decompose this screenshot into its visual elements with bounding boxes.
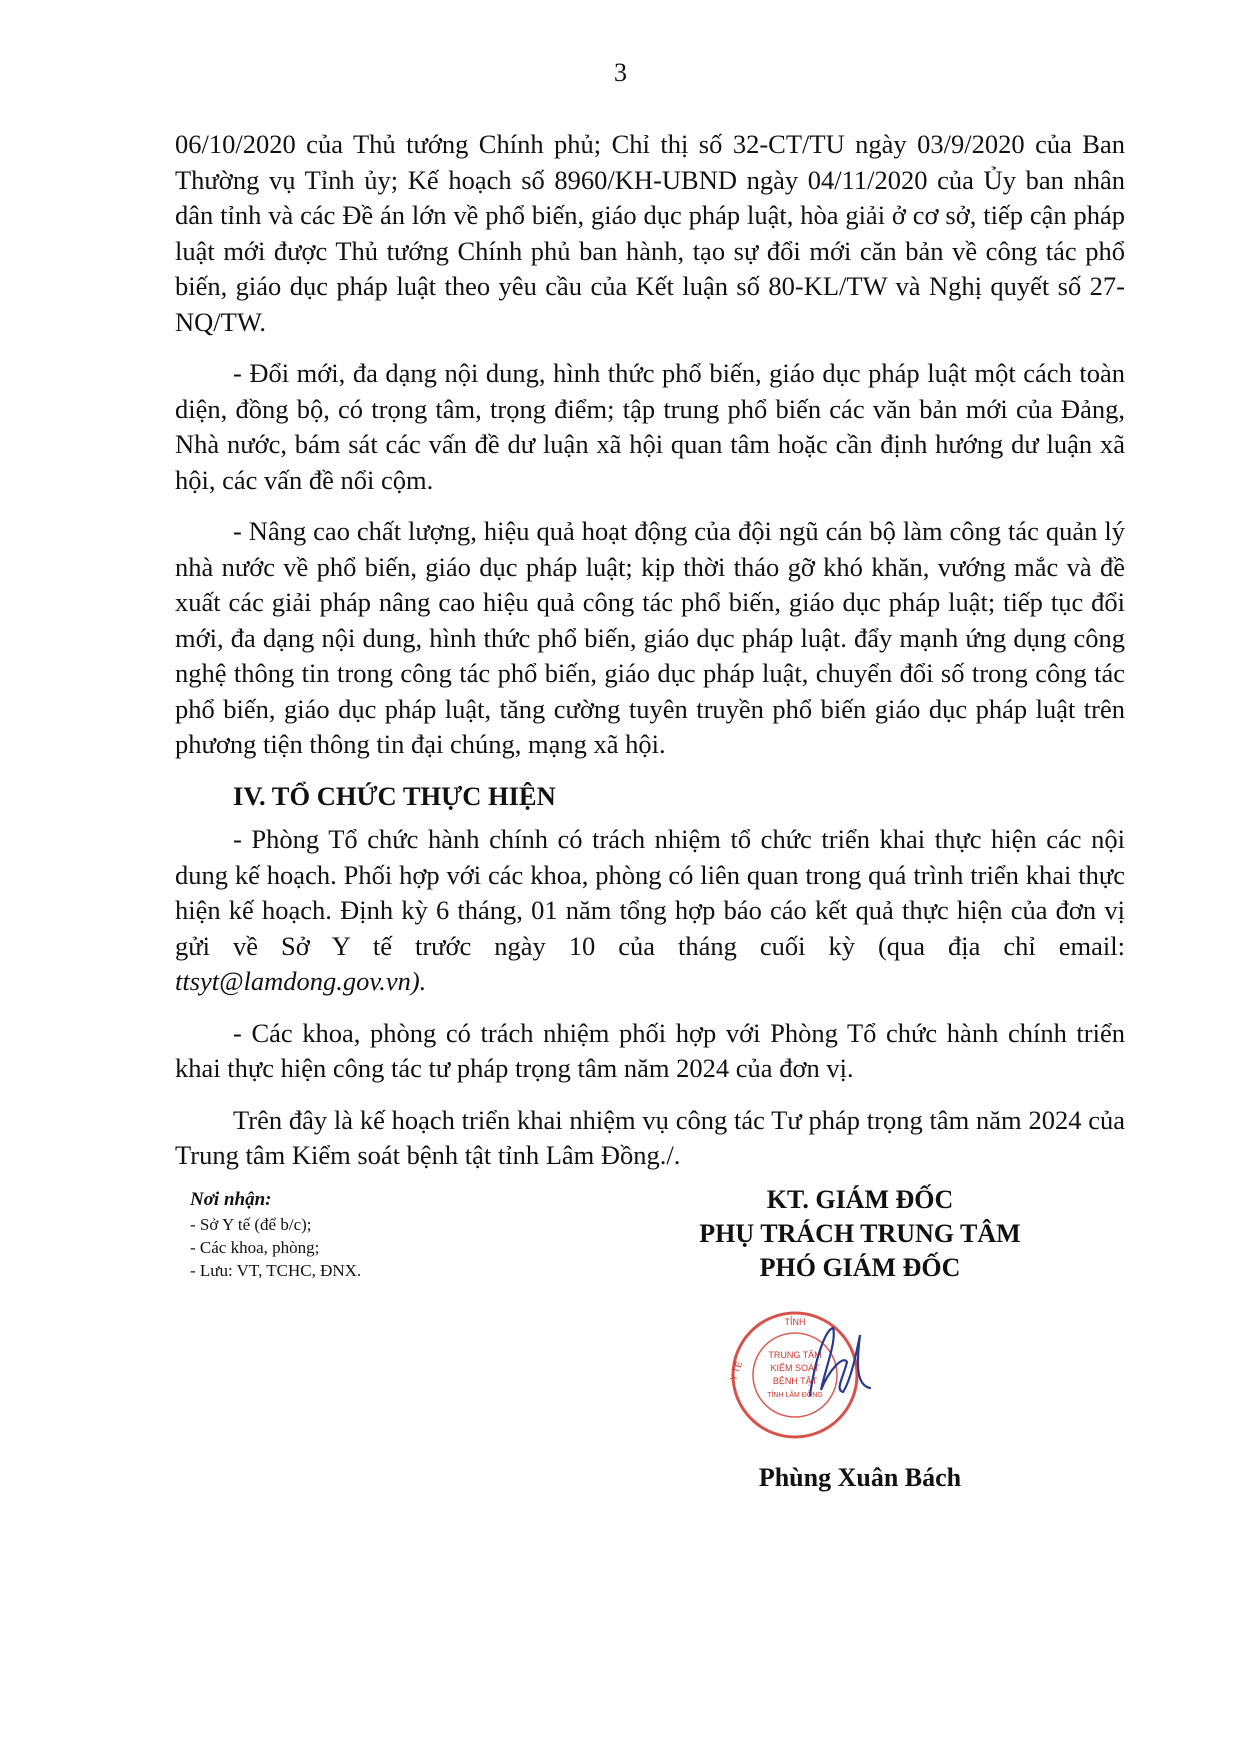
page-number: 3 xyxy=(614,58,627,87)
svg-text:TỈNH LÂM ĐỒNG: TỈNH LÂM ĐỒNG xyxy=(767,1392,823,1399)
svg-text:BỆNH TẬT: BỆNH TẬT xyxy=(772,1376,818,1386)
svg-text:Y TẾ: Y TẾ xyxy=(728,1360,745,1382)
signature-title-3: PHÓ GIÁM ĐỐC xyxy=(759,1253,961,1282)
paragraph-departments: - Các khoa, phòng có trách nhiệm phối hợp với Phòng Tổ chức hành chính triển khai thực hiện công tác tư pháp trọng tâm năm 2024 của đơn vị. xyxy=(175,1017,1125,1083)
svg-text:TỈNH: TỈNH xyxy=(784,1317,806,1327)
paragraph-innovation: - Đổi mới, đa dạng nội dung, hình thức phổ biến, giáo dục pháp luật một cách toàn diện, đồng bộ, có trọng tâm, trọng điểm; tập trung phổ biến các văn bản mới của Đảng, Nhà nước, bám sát các vấn đề dư luận xã hội quan tâm hoặc cần định hướng dư luận xã hội, các vấn đề nổi cộm. xyxy=(175,358,1125,495)
signature-block xyxy=(660,1183,1060,1285)
paragraph-legal-basis: 06/10/2020 của Thủ tướng Chính phủ; Chỉ thị số 32-CT/TU ngày 03/9/2020 của Ban Thường vụ Tỉnh ủy; Kế hoạch số 8960/KH-UBND ngày 04/11/2020 của Ủy ban nhân dân tỉnh và các Đề án lớn về phổ biến, giáo dục pháp luật, hòa giải ở cơ sở, tiếp cận pháp luật mới được Thủ tướng Chính phủ ban hành, tạo sự đổi mới căn bản về công tác phổ biến, giáo dục pháp luật theo yêu cầu của Kết luận số 80-KL/TW và Nghị quyết số 27-NQ/TW. xyxy=(175,129,1125,337)
recipient-item: - Các khoa, phòng; xyxy=(190,1238,320,1257)
paragraph-closing: Trên đây là kế hoạch triển khai nhiệm vụ công tác Tư pháp trọng tâm năm 2024 của Trung tâm Kiểm soát bệnh tật tỉnh Lâm Đồng./. xyxy=(175,1104,1125,1170)
handwritten-signature xyxy=(810,1328,870,1395)
signature-title-2: PHỤ TRÁCH TRUNG TÂM xyxy=(699,1219,1021,1248)
recipients-title: Nơi nhận: xyxy=(190,1189,272,1210)
svg-text:TRUNG TÂM: TRUNG TÂM xyxy=(768,1350,822,1360)
signer-name: Phùng Xuân Bách xyxy=(758,1463,962,1492)
recipients-block xyxy=(190,1188,361,1282)
paragraph-quality: - Nâng cao chất lượng, hiệu quả hoạt động của đội ngũ cán bộ làm công tác quản lý nhà nước về phổ biến, giáo dục pháp luật; kịp thời tháo gỡ khó khăn, vướng mắc và đề xuất các giải pháp nâng cao hiệu quả công tác phổ biến, giáo dục pháp luật; tiếp tục đổi mới, đa dạng nội dung, hình thức phổ biến, giáo dục pháp luật. đẩy mạnh ứng dụng công nghệ thông tin trong công tác phổ biến, giáo dục pháp luật, chuyển đổi số trong công tác phổ biến, giáo dục pháp luật, tăng cường tuyên truyền phổ biến giáo dục pháp luật trên phương tiện thông tin đại chúng, mạng xã hội. xyxy=(175,516,1125,759)
recipient-item: - Lưu: VT, TCHC, ĐNX. xyxy=(190,1261,362,1280)
svg-text:KIỂM SOÁT: KIỂM SOÁT xyxy=(770,1363,820,1373)
email-address: ttsyt@lamdong.gov.vn). xyxy=(175,966,427,996)
section-heading: IV. TỔ CHỨC THỰC HIỆN xyxy=(233,780,556,811)
signature-title-1: KT. GIÁM ĐỐC xyxy=(766,1185,954,1214)
paragraph-admin-text: - Phòng Tổ chức hành chính có trách nhiệm tổ chức triển khai thực hiện các nội dung kế hoạch. Phối hợp với các khoa, phòng có liên quan trong quá trình triển khai thực hiện kế hoạch. Định kỳ 6 tháng, 01 năm tổng hợp báo cáo kết quả thực hiện của đơn vị gửi về Sở Y tế trước ngày 10 của tháng cuối kỳ (qua địa chỉ email: xyxy=(175,824,1125,961)
official-stamp xyxy=(725,1300,875,1450)
paragraph-admin-responsibility xyxy=(175,822,1125,1000)
document-body xyxy=(175,127,1125,1190)
recipient-item: - Sở Y tế (để b/c); xyxy=(190,1215,312,1234)
